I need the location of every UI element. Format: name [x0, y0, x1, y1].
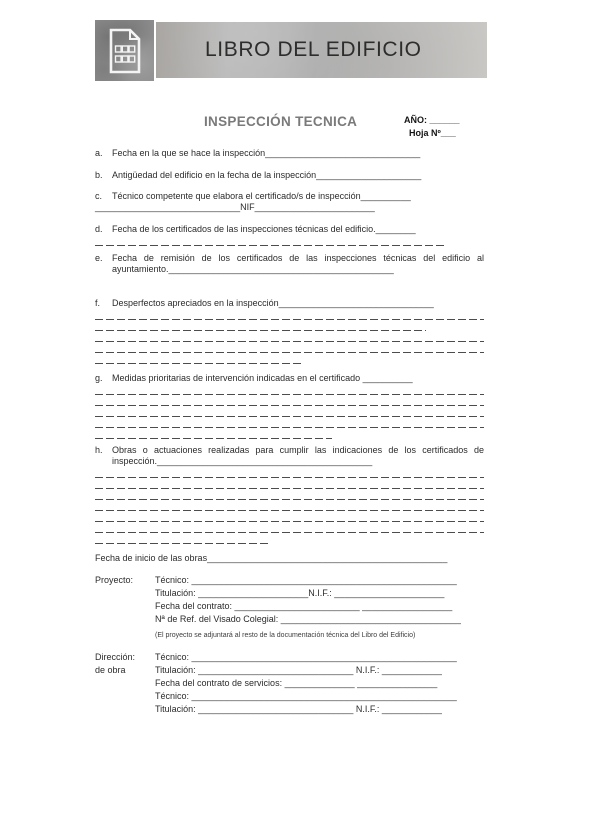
form-item-f	[95, 298, 484, 364]
blank-rule-line	[95, 477, 484, 479]
year-line	[404, 114, 460, 127]
project-field-row: Fecha del contrato: _________________________ __________________	[155, 601, 453, 611]
blank-rule-line	[95, 416, 484, 418]
form-item-b	[95, 170, 484, 181]
item-letter: f.	[95, 298, 101, 308]
item-row	[95, 445, 484, 467]
banner-title: LIBRO DEL EDIFICIO	[205, 38, 422, 61]
item-letter: e.	[95, 253, 103, 263]
form-items	[95, 148, 484, 553]
item-label-text: Fecha en la que se hace la inspección_______________________________	[112, 148, 421, 158]
blank-rule-line	[95, 245, 445, 247]
item-row	[95, 373, 484, 384]
form-title: INSPECCIÓN TECNICA	[204, 114, 358, 129]
item-row	[95, 253, 484, 275]
site-direction-rows	[155, 651, 467, 716]
site-direction-field-row: Técnico: _____________________________________________________	[155, 652, 457, 662]
item-label-text: Medidas prioritarias de intervención indicadas en el certificado __________	[112, 373, 413, 383]
blank-rule-line	[95, 532, 484, 534]
site-direction-field-row: Fecha del contrato de servicios: ______________ ________________	[155, 678, 438, 688]
form-item-g	[95, 373, 484, 439]
blank-rule-line	[95, 543, 270, 545]
year-blank: ______	[429, 115, 460, 125]
header-banner	[95, 20, 487, 81]
project-field-row: Técnico: _____________________________________________________	[155, 575, 457, 585]
site-direction-label	[95, 651, 155, 716]
project-field-row: Titulación: ______________________N.I.F.: ______________________	[155, 588, 445, 598]
item-label-text: Obras o actuaciones realizadas para cumplir las indicaciones de los certificados de inspección.___________________________________________	[112, 445, 484, 466]
item-letter: c.	[95, 191, 103, 201]
project-fields	[155, 574, 467, 642]
document-with-windows-icon	[106, 27, 144, 75]
item-label-text: Antigüedad del edificio en la fecha de la inspección_____________________	[112, 170, 422, 180]
year-label: AÑO:	[404, 115, 427, 125]
project-field-row: Nª de Ref. del Visado Colegial: ____________________________________	[155, 614, 461, 624]
sheet-number-line	[404, 127, 460, 140]
blank-rule-line	[95, 330, 426, 332]
form-item-c	[95, 191, 484, 213]
blank-rule-line	[95, 341, 484, 343]
form-item-a	[95, 148, 484, 159]
item-label-text: Técnico competente que elabora el certificado/s de inspección__________	[112, 191, 411, 201]
project-note: (El proyecto se adjuntará al resto de la documentación técnica del Libro del Edificio)	[155, 632, 416, 639]
item-row	[95, 298, 484, 309]
blank-rule-line	[95, 319, 484, 321]
blank-rule-line	[95, 405, 484, 407]
blank-rule-line	[95, 510, 484, 512]
blank-rule-line	[95, 521, 484, 523]
item-row	[95, 191, 484, 202]
site-direction-field-row: Titulación: _______________________________ N.I.F.: ____________	[155, 704, 442, 714]
site-direction-field-row: Técnico: _____________________________________________________	[155, 691, 457, 701]
project-label: Proyecto:	[95, 575, 134, 585]
blank-rule-line	[95, 499, 484, 501]
site-direction-label-line2: de obra	[95, 665, 126, 675]
blank-rule-line	[95, 438, 332, 440]
item-letter: a.	[95, 148, 103, 158]
item-letter: h.	[95, 445, 103, 455]
site-direction-block	[95, 651, 467, 716]
start-date-line: Fecha de inicio de las obras________________________________________________	[95, 553, 448, 563]
item-row	[95, 148, 484, 159]
form-item-h	[95, 445, 484, 544]
item-letter: g.	[95, 373, 103, 383]
sheet-blank: ___	[440, 128, 456, 138]
site-direction-fields	[155, 651, 467, 716]
form-item-d	[95, 224, 484, 246]
year-sheet-block	[404, 114, 460, 140]
item-label-text: Fecha de los certificados de las inspecciones técnicas del edificio.________	[112, 224, 416, 234]
blank-rule-line	[95, 488, 484, 490]
item-hang-line: _____________________________NIF________________________	[95, 202, 375, 212]
item-row	[95, 170, 484, 181]
blank-rule-line	[95, 427, 484, 429]
blank-rule-line	[95, 394, 484, 396]
title-banner	[156, 22, 487, 78]
item-label-text: Fecha de remisión de los certificados de las inspecciones técnicas del edificio al ayuntamiento._____________________________________________	[112, 253, 484, 274]
item-letter: b.	[95, 170, 103, 180]
form-item-e	[95, 253, 484, 275]
item-row	[95, 224, 484, 235]
blank-rule-line	[95, 352, 484, 354]
item-label-text: Desperfectos apreciados en la inspección_______________________________	[112, 298, 434, 308]
building-document-icon	[95, 20, 154, 81]
site-direction-label-line1: Dirección:	[95, 652, 136, 662]
site-direction-field-row: Titulación: _______________________________ N.I.F.: ____________	[155, 665, 442, 675]
item-letter: d.	[95, 224, 103, 234]
blank-rule-line	[95, 363, 301, 365]
project-block	[95, 574, 467, 642]
project-rows	[155, 574, 467, 626]
sheet-label: Hoja Nº	[409, 128, 441, 138]
